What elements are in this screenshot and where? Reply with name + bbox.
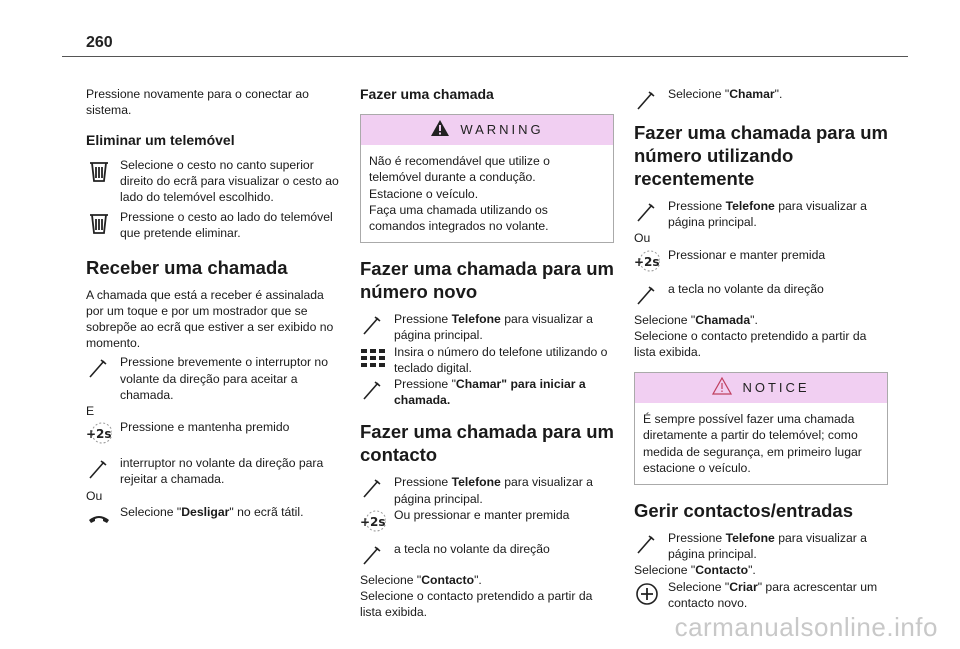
intro-text: Pressione novamente para o conectar ao sistema. xyxy=(86,87,309,118)
step-press-hold: +2s Pressione e mantenha premido xyxy=(86,419,340,451)
step-select-bin: Selecione o cesto no canto superior direito do ecrã para visualizar o cesto ao lado do telemóvel escolhido. xyxy=(86,157,340,206)
trash-icon xyxy=(86,158,112,184)
step-press-phone-2: Pressione Telefone para visualizar a página principal. xyxy=(360,474,614,506)
warning-icon xyxy=(430,119,450,141)
tap-icon xyxy=(360,377,386,403)
keypad-icon xyxy=(360,345,386,371)
select-contacto-text: Selecione "Contacto". xyxy=(634,563,756,578)
heading-numero-novo: Fazer uma chamada para um número novo xyxy=(360,258,614,303)
tap-icon xyxy=(634,199,660,225)
warning-text: Não é recomendável que utilize o telemóvel durante a condução. Estacione o veículo. Faça uma chamada utilizando os comandos integrados no volante. xyxy=(369,154,550,234)
press-hold-2s-icon xyxy=(634,248,660,274)
column-2 xyxy=(360,86,614,620)
notice-title: NOTICE xyxy=(742,380,810,396)
step-press-hold-3: +2s Pressionar e manter premida xyxy=(634,247,888,277)
top-rule xyxy=(62,56,908,57)
step-call: Pressione "Chamar" para iniciar a chamada. xyxy=(360,376,614,408)
tap-icon xyxy=(86,355,112,381)
select-list-text: Selecione o contacto pretendido a partir da lista exibida. xyxy=(360,589,593,620)
svg-text:+2s: +2s xyxy=(360,514,386,529)
or-text: Ou xyxy=(86,488,103,503)
warning-box xyxy=(360,114,614,243)
tap-icon xyxy=(86,456,112,482)
heading-eliminar: Eliminar um telemóvel xyxy=(86,132,235,149)
step-press-hold-2: +2s Ou pressionar e manter premida xyxy=(360,507,614,537)
warning-title: WARNING xyxy=(460,122,544,138)
tap-icon xyxy=(360,312,386,338)
tap-icon xyxy=(360,542,386,568)
column-1 xyxy=(86,86,340,535)
press-hold-2s-icon xyxy=(86,420,112,446)
watermark: carmanualsonline.info xyxy=(674,612,938,642)
step-press-phone-4: Pressione Telefone para visualizar a página principal. xyxy=(634,530,888,562)
column-3 xyxy=(634,86,888,615)
heading-contacto: Fazer uma chamada para um contacto xyxy=(360,421,614,466)
heading-gerir: Gerir contactos/entradas xyxy=(634,500,853,522)
step-steering-key-2: a tecla no volante da direção xyxy=(634,281,888,308)
step-press-phone-3: Pressione Telefone para visualizar a página principal. xyxy=(634,198,888,230)
heading-recente: Fazer uma chamada para um número utilizando recentemente xyxy=(634,122,888,189)
step-keypad: Insira o número do telefone utilizando o teclado digital. xyxy=(360,344,614,376)
select-list-text: Selecione o contacto pretendido a partir da lista exibida. xyxy=(634,328,867,360)
add-circle-icon xyxy=(634,580,660,606)
step-hang-up: Selecione "Desligar" no ecrã tátil. xyxy=(86,504,340,531)
step-accept-call: Pressione brevemente o interruptor no volante da direção para aceitar a chamada. xyxy=(86,354,340,403)
step-steering-key: a tecla no volante da direção xyxy=(360,541,614,568)
svg-text:+2s: +2s xyxy=(634,254,660,269)
tap-icon xyxy=(360,475,386,501)
press-hold-2s-icon xyxy=(360,508,386,534)
heading-receber: Receber uma chamada xyxy=(86,256,288,278)
notice-box xyxy=(634,372,888,485)
step-press-phone: Pressione Telefone para visualizar a página principal. xyxy=(360,311,614,343)
or-text: Ou xyxy=(634,231,651,246)
step-press-bin: Pressione o cesto ao lado do telemóvel que pretende eliminar. xyxy=(86,209,340,241)
notice-icon xyxy=(712,377,732,399)
page-number: 260 xyxy=(86,34,113,51)
tap-icon xyxy=(634,282,660,308)
and-text: E xyxy=(86,404,95,419)
select-contacto-text: Selecione "Contacto". xyxy=(360,572,482,587)
trash-icon xyxy=(86,210,112,236)
step-reject-call: interruptor no volante da direção para rejeitar a chamada. xyxy=(86,455,340,487)
step-create-contact: Selecione "Criar" para acrescentar um contacto novo. xyxy=(634,579,888,611)
notice-text: É sempre possível fazer uma chamada diretamente a partir do telemóvel; como medida de segurança, em primeiro lugar estacione o veículo. xyxy=(643,412,862,475)
tap-icon xyxy=(634,531,660,557)
heading-fazer-chamada: Fazer uma chamada xyxy=(360,86,494,102)
select-chamada-text: Selecione "Chamada". xyxy=(634,312,758,327)
svg-text:+2s: +2s xyxy=(86,427,112,442)
hang-up-icon xyxy=(86,505,112,531)
receber-text: A chamada que está a receber é assinalada por um toque e por um mostrador que se sobrepõe ao ecrã que estiver a ser exibido no momento. xyxy=(86,287,334,351)
tap-icon xyxy=(634,87,660,113)
step-select-call: Selecione "Chamar". xyxy=(634,86,888,113)
